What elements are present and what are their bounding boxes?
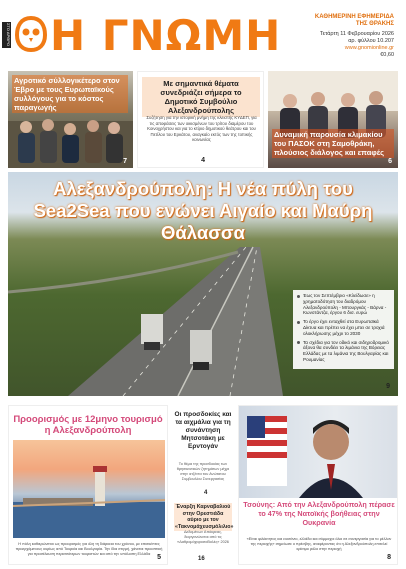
issue-price: €0,60 xyxy=(380,52,394,58)
page-number: 16 xyxy=(198,556,205,562)
masthead-title: Η ΓΝΩΜΗ xyxy=(50,11,282,60)
ambassador-photo xyxy=(239,406,398,498)
story-title: Προορισμός με 12μηνο τουρισμό η Αλεξανδρούπολη xyxy=(13,414,163,436)
page-number: 8 xyxy=(387,554,391,561)
story-summary: Δεδομένων Απόκρεας, διοργανώνεται από τις «ΔαθρομόχαροσοΒολές» 2026 xyxy=(177,530,229,544)
issue-number: αρ. φύλλου 10.207 xyxy=(348,38,394,44)
top-story-council[interactable] xyxy=(137,71,264,168)
page-number: 4 xyxy=(201,157,205,164)
hero-bullet: Έως τον Σεπτέμβριο «Κλείδωσε» η χρηματοδότηση του διαδρόμου Αλεξανδρούπολη - Μπουργκάς - Βάρνα - Κωνστάντζα, έργου 6 δισ. ευρώ xyxy=(297,293,390,316)
page-number: 9 xyxy=(386,383,390,390)
top-story-title: Αγροτικό σύλλογικέτερο στον Έβρο με τους Ευρωπαϊκούς συλλόγους για το κόστος παραγωγής xyxy=(12,75,128,113)
hero-bullet: Τα σχέδια για τον οδικό και σιδηροδρομικό άξονα θα συνδέει τα λιμάνια της Βόρειας Ελλάδας με τα λιμάνια της Βουλγαρίας και Ρουμανίας xyxy=(297,340,390,363)
lighthouse-photo xyxy=(13,440,165,538)
hero-headline: Αλεξανδρούπολη: Η νέα πύλη του Sea2Sea που ενώνει Αιγαίο και Μαύρη Θάλασσα xyxy=(33,178,373,243)
top-story-summary: Συζήτηση για την ιστορική μνήμη της κλειστής ΚΥΔΕΠ, για τις αποφάσεις των οικισμένων του τρίτου διαμέρου του Κοινοχρήστου και για το κτίριο δημοτικού θεάτρου και του Πετίλου του Ερκάτου, αναγκαίο εκτός των της τοπικής κοινωνίας xyxy=(146,115,257,142)
story-title[interactable]: Έναρξη Καρναβαλιού στην Ορεστιάδα αύριο με τον «Τακνομάχευσμόλιλιο» xyxy=(175,504,234,530)
bottom-story-ambassador[interactable] xyxy=(238,405,398,565)
story-summary: «Είναι φιλόκτητος και ευκτάνιο, ελλάδα και σύμμαχοι όλοι σε συνεργασία για το μέλλον της περιοχής» σημείωσε ο πρέσβης, αναφέροντας ότι η Αλεξανδρούπολη επιτελεί κρίσιμο ρόλο στην περιοχή xyxy=(246,537,392,551)
hero-bullet: Το έργο έχει ενταχθεί στα Ευρωπαϊκά Δίκτυα και πρέπει να έχει μπει σε τροχιά ολοκλήρωσης μέχρι το 2030 xyxy=(297,319,390,336)
bottom-column-briefs xyxy=(172,405,234,565)
story-summary: Το θέμα της προσδοκίας των θρησκευτικών ζητημάτων μέχρι στην ατζέντα του Ανώτατου Συμβουλίου Συνεργασίας xyxy=(176,462,230,481)
top-story-farmers[interactable] xyxy=(8,71,133,168)
page-number: 5 xyxy=(157,554,161,561)
top-story-title: Με σημαντικά θέματα συνεδριάζει σήμερα το Δημοτικό Συμβούλιο Αλεξανδρούπολης xyxy=(142,77,260,117)
hero-bullet-list xyxy=(293,290,394,369)
masthead xyxy=(0,0,406,68)
page-number: 4 xyxy=(204,490,208,496)
side-badge: ΣΤΟ ΑΡΘΡΟ xyxy=(2,22,11,48)
top-story-pasok[interactable] xyxy=(268,71,398,168)
story-title: Τσούνης: Από την Αλεξανδρούπολη πέρασε το 47% της Νατοϊκής βοήθειας στην Ουκρανία xyxy=(243,500,395,527)
bottom-story-tourism[interactable] xyxy=(8,405,168,565)
page-number: 7 xyxy=(123,158,127,165)
website-link[interactable]: www.gnomionline.gr xyxy=(344,45,394,51)
story-title[interactable]: Οι προσδοκίες και τα αιχμάλια για τη συνάντηση Μητσοτάκη με Ερντογάν xyxy=(174,411,232,450)
story-summary: Η πόλη καθιερώνεται ως προορισμός για όλη τη διάρκεια του χρόνου, με επισκέπτες προερχόμενους κυρίως από Τουρκία και Βουλγαρία. Την ίδια στιγμή, χάνεται προοπτική για προσέλκυση περισσότερων τουριστών και από την υπόλοιπη Ελλάδα xyxy=(15,542,163,556)
top-story-title: Δυναμική παρουσία κλιμακίου του ΠΑΣΟΚ στη Σαμοθράκη, πλούσιος διάλογος και επαφές xyxy=(272,129,394,158)
masthead-tagline: ΚΑΘΗΜΕΡΙΝΗ ΕΦΗΜΕΡΙΔΑ ΤΗΣ ΘΡΑΚΗΣ xyxy=(314,14,394,27)
hero-story[interactable] xyxy=(8,172,398,396)
issue-date: Τετάρτη 11 Φεβρουαρίου 2026 xyxy=(319,31,394,37)
issue-meta xyxy=(304,31,394,59)
owl-logo-icon xyxy=(14,14,48,52)
page-number: 6 xyxy=(388,158,392,165)
